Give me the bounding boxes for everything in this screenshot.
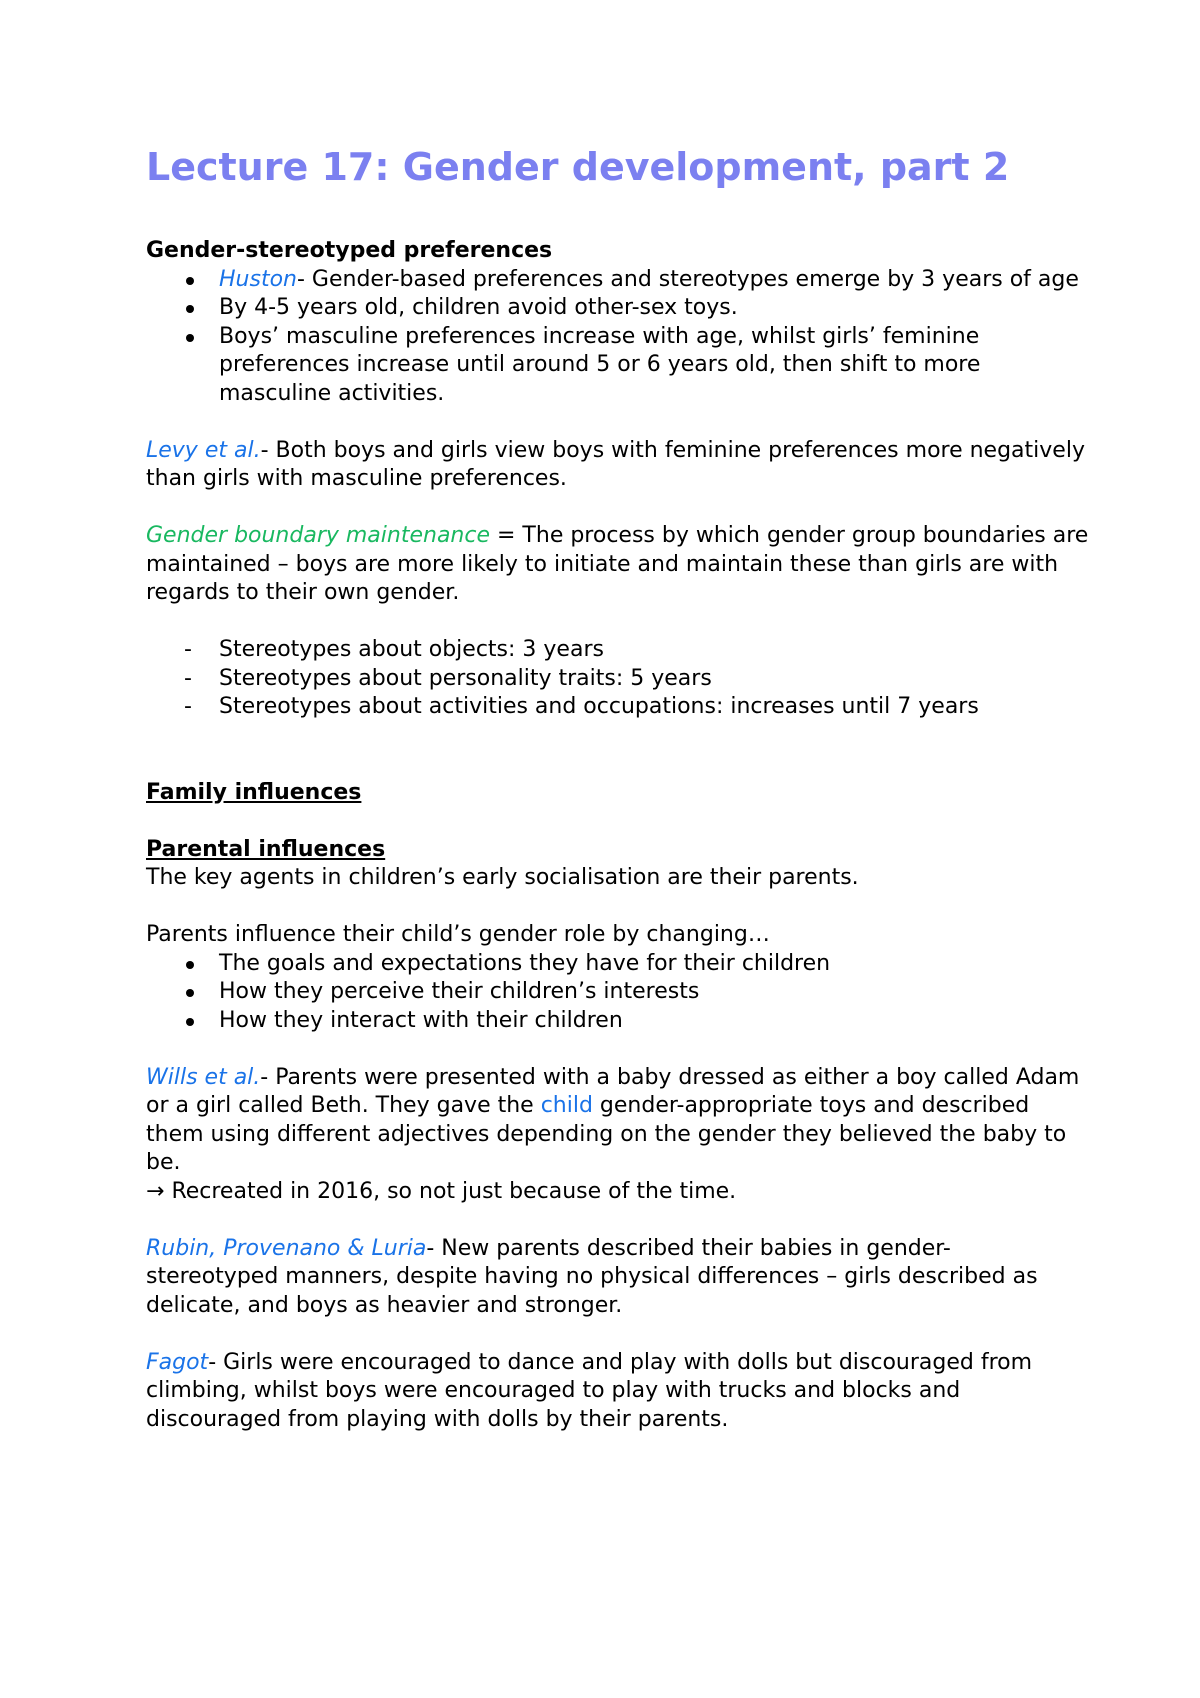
bullet-icon bbox=[186, 989, 194, 997]
paragraph-note bbox=[146, 1178, 1100, 1207]
reference-wills: Wills et al. bbox=[146, 1064, 261, 1090]
list-item bbox=[146, 323, 1100, 409]
dash-icon: - bbox=[184, 665, 192, 691]
paragraph-text: = The process by which gender group boundaries are maintained – boys are more likely to initiate and maintain these than girls are with regards to their own gender. bbox=[146, 523, 1089, 605]
list-item-text: Boys’ masculine preferences increase with age, whilst girls’ feminine preferences increase until around 5 or 6 years old, then shift to more masculine activities. bbox=[219, 323, 981, 406]
list-item-text: How they interact with their children bbox=[219, 1007, 623, 1033]
reference-rubin: Rubin, Provenano & Luria bbox=[146, 1235, 427, 1261]
dash-icon: - bbox=[184, 637, 192, 662]
paragraph-lead: Parents influence their child’s gender role by changing… bbox=[146, 922, 770, 947]
section-heading: Family influences bbox=[146, 779, 362, 805]
list-item-text: Stereotypes about activities and occupations: increases until 7 years bbox=[219, 694, 979, 719]
reference-fagot: Fagot bbox=[146, 1349, 209, 1375]
list-item-text: - Gender-based preferences and stereotypes emerge by 3 years of age bbox=[296, 266, 1079, 292]
list-item bbox=[146, 1007, 1100, 1036]
note-text: Recreated in 2016, so not just because of the time. bbox=[171, 1178, 737, 1204]
highlighted-word: child bbox=[540, 1093, 593, 1118]
section-heading: Gender-stereotyped preferences bbox=[146, 238, 553, 263]
list-item bbox=[146, 636, 1100, 665]
paragraph-levy bbox=[146, 437, 1100, 494]
section-family-influences bbox=[146, 779, 1100, 1435]
paragraph-boundary bbox=[146, 522, 1100, 608]
paragraph-text: - Girls were encouraged to dance and play with dolls but discouraged from climbing, whilst boys were encouraged to play with trucks and blocks and discouraged from playing with dolls by their parents. bbox=[146, 1349, 1033, 1432]
bullet-icon bbox=[186, 334, 194, 342]
list-item-text: How they perceive their children’s interests bbox=[219, 979, 700, 1004]
list-item-text: Stereotypes about personality traits: 5 years bbox=[219, 665, 712, 691]
bullet-icon bbox=[186, 305, 194, 313]
bullet-list bbox=[146, 266, 1100, 409]
paragraph-text: gender-appropriate toys and described them using different adjectives depending on the gender they believed the baby to be. bbox=[146, 1093, 1067, 1175]
dash-list bbox=[146, 636, 1100, 722]
subsection-heading: Parental influences bbox=[146, 836, 386, 862]
paragraph-rubin bbox=[146, 1235, 1100, 1321]
reference-levy: Levy et al. bbox=[146, 437, 261, 463]
list-item bbox=[146, 294, 1100, 323]
list-item-text: The goals and expectations they have for their children bbox=[219, 950, 831, 976]
list-item bbox=[146, 978, 1100, 1007]
list-item-text: Stereotypes about objects: 3 years bbox=[219, 637, 604, 662]
paragraph-wills bbox=[146, 1064, 1100, 1178]
list-item bbox=[146, 665, 1100, 694]
paragraph-intro: The key agents in children’s early socialisation are their parents. bbox=[146, 865, 859, 890]
list-item bbox=[146, 693, 1100, 722]
paragraph-text: - Both boys and girls view boys with feminine preferences more negatively than girls with masculine preferences. bbox=[146, 437, 1085, 491]
section-gender-stereotyped-preferences bbox=[146, 237, 1100, 722]
bullet-icon bbox=[186, 277, 194, 285]
bullet-icon bbox=[186, 1018, 194, 1026]
paragraph-text: - Parents were presented with a baby dressed as either a boy called Adam or a girl called Beth. They gave the bbox=[146, 1064, 1080, 1118]
bullet-list bbox=[146, 950, 1100, 1036]
list-item-text: By 4-5 years old, children avoid other-sex toys. bbox=[219, 295, 738, 320]
list-item bbox=[146, 950, 1100, 979]
term-gender-boundary-maintenance: Gender boundary maintenance bbox=[146, 523, 491, 548]
reference-huston: Huston bbox=[219, 266, 297, 292]
paragraph-fagot bbox=[146, 1349, 1100, 1435]
list-item bbox=[146, 266, 1100, 295]
dash-icon: - bbox=[184, 694, 192, 719]
bullet-icon bbox=[186, 961, 194, 969]
paragraph-text: - New parents described their babies in gender-stereotyped manners, despite having no physical differences – girls described as delicate, and boys as heavier and stronger. bbox=[146, 1235, 1038, 1318]
page-title: Lecture 17: Gender development, part 2 bbox=[146, 145, 1010, 189]
arrow-icon: → bbox=[146, 1178, 165, 1204]
